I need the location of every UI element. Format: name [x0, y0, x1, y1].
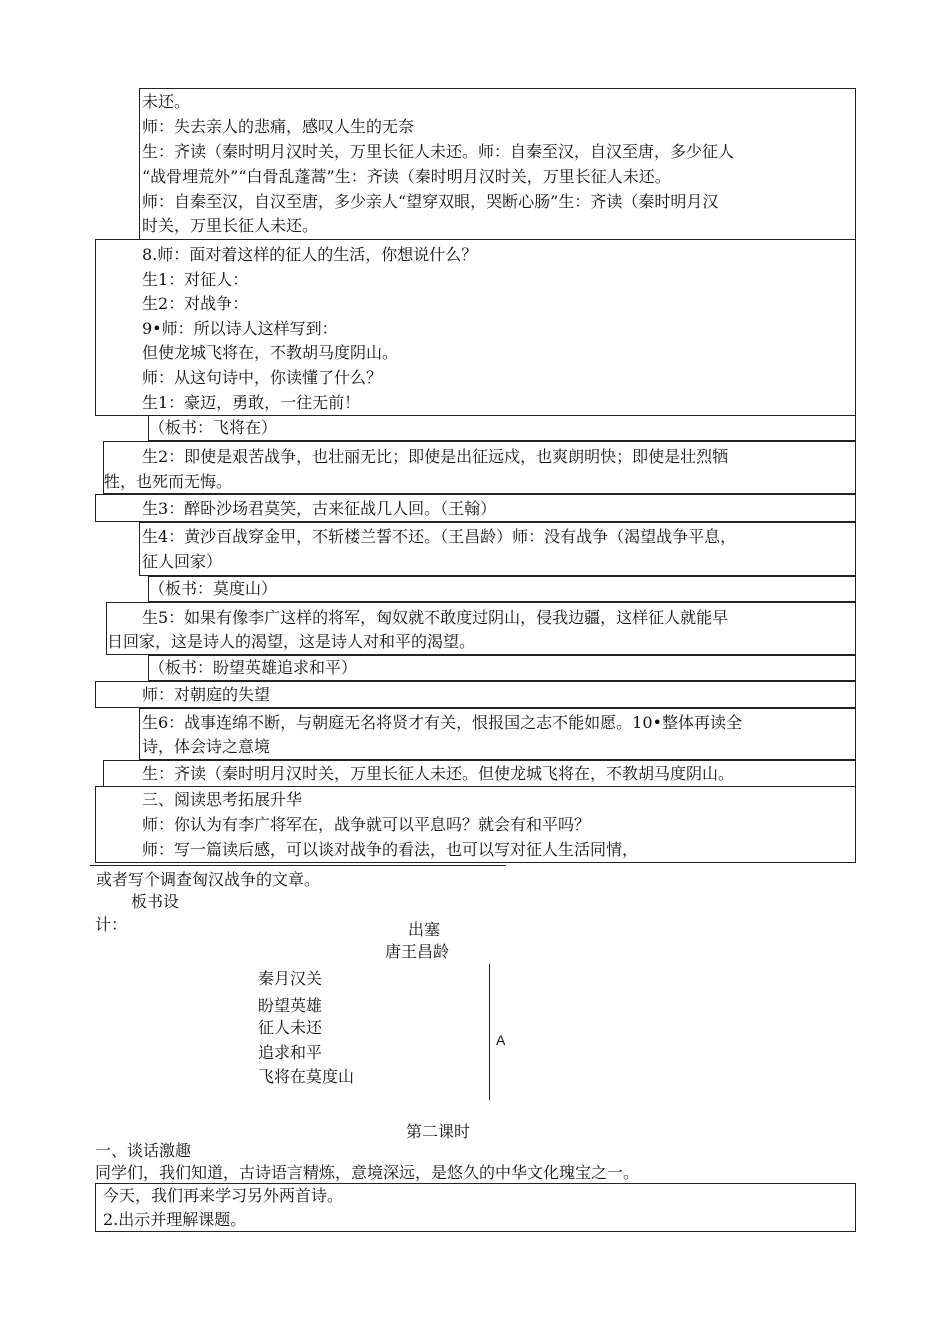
text-line: 未还。: [142, 92, 191, 111]
text-block-3: [148, 415, 856, 441]
board-item: 盼望英雄: [258, 996, 323, 1015]
board-item: 飞将在莫度山: [258, 1067, 355, 1086]
text-block-4: [103, 441, 856, 494]
board-note: （板书：莫度山）: [149, 579, 278, 598]
text-block-11: [139, 708, 856, 760]
text-block-7: [148, 576, 856, 602]
text-line: 牲，也死而无悔。: [104, 472, 233, 491]
board-item: 秦月汉关: [258, 969, 323, 988]
text-line: 师：失去亲人的悲痛，感叹人生的无奈: [142, 117, 415, 136]
text-line: 师：对朝庭的失望: [142, 685, 271, 704]
text-block-9: [148, 655, 856, 681]
text-line: 生：齐读（秦时明月汉时关，万里长征人未还。但使龙城飞将在，不教胡马度阴山。: [142, 764, 735, 783]
text-block-10: [95, 681, 856, 708]
text-line: 时关，万里长征人未还。: [142, 216, 319, 235]
text-line: 征人回家）: [142, 552, 223, 571]
text-line: “战骨埋荒外”“白骨乱蓬蒿”生：齐读（秦时明月汉时关，万里长征人未还。: [142, 167, 671, 186]
text-block-5: [95, 494, 856, 522]
text-line: 9•师：所以诗人这样写到：: [142, 319, 338, 338]
board-divider: [489, 964, 490, 1100]
text-line: 2.出示并理解课题。: [103, 1210, 247, 1229]
text-block-2: [95, 239, 856, 416]
text-line: 日回家，这是诗人的渴望，这是诗人对和平的渴望。: [107, 632, 476, 651]
text-line: 生1：豪迈，勇敢，一往无前！: [142, 393, 361, 412]
text-line: 同学们，我们知道，古诗语言精炼，意境深远，是悠久的中华文化瑰宝之一。: [95, 1163, 640, 1182]
text-line: 8.师：面对着这样的征人的生活，你想说什么？: [142, 245, 478, 264]
text-line: 师：写一篇读后感，可以谈对战争的看法，也可以写对征人生活同情，: [142, 840, 639, 859]
text-line: 生1：对征人：: [142, 270, 249, 289]
board-note: （板书：盼望英雄追求和平）: [149, 658, 358, 677]
text-line: 生2：对战争：: [142, 294, 249, 313]
text-block-13: [95, 786, 856, 863]
text-line: 或者写个调查匈汉战争的文章。: [96, 870, 321, 889]
text-block-1: [139, 88, 856, 240]
board-design-label-cont: 计：: [95, 915, 128, 934]
section-heading: 一、谈话激趣: [95, 1141, 192, 1160]
text-block-8: [106, 602, 856, 655]
text-block-12: [103, 760, 856, 787]
divider: [90, 865, 506, 866]
text-line: 师：自秦至汉，自汉至唐，多少亲人“望穿双眼，哭断心肠”生：齐读（秦时明月汉: [142, 192, 719, 211]
board-side-mark: A: [496, 1032, 506, 1048]
text-block-6: [139, 522, 856, 576]
text-line: 但使龙城飞将在，不教胡马度阴山。: [142, 343, 399, 362]
lesson-heading: 第二课时: [406, 1122, 471, 1141]
text-line: 生5：如果有像李广这样的将军，匈奴就不敢度过阴山，侵我边疆，这样征人就能早: [142, 608, 729, 627]
board-item: 征人未还: [258, 1018, 323, 1037]
text-line: 生：齐读（秦时明月汉时关，万里长征人未还。师：自秦至汉，自汉至唐，多少征人: [142, 142, 735, 161]
text-line: 生4：黄沙百战穿金甲，不斩楼兰誓不还。（王昌龄）师：没有战争（渴望战争平息，: [142, 527, 737, 546]
section-heading: 三、阅读思考拓展升华: [142, 790, 303, 809]
text-line: 师：从这句诗中，你读懂了什么？: [142, 368, 383, 387]
board-note: （板书：飞将在）: [149, 418, 278, 437]
text-line: 今天，我们再来学习另外两首诗。: [103, 1186, 344, 1205]
text-block-14: [95, 1183, 856, 1232]
board-item: 追求和平: [258, 1043, 323, 1062]
text-line: 师：你认为有李广将军在，战争就可以平息吗？就会有和平吗？: [142, 815, 591, 834]
text-line: 生6：战事连绵不断，与朝庭无名将贤才有关，恨报国之志不能如愿。10•整体再读全: [142, 713, 742, 732]
text-line: 诗，体会诗之意境: [142, 737, 271, 756]
text-line: 生3：醉卧沙场君莫笑，古来征战几人回。（王翰）: [142, 499, 497, 518]
text-line: 生2：即使是艰苦战争，也壮丽无比；即使是出征远戍，也爽朗明快；即使是壮烈牺: [142, 447, 729, 466]
board-author: 唐王昌龄: [385, 942, 450, 961]
board-title: 出塞: [408, 920, 441, 939]
board-design-label: 板书设: [131, 892, 180, 911]
